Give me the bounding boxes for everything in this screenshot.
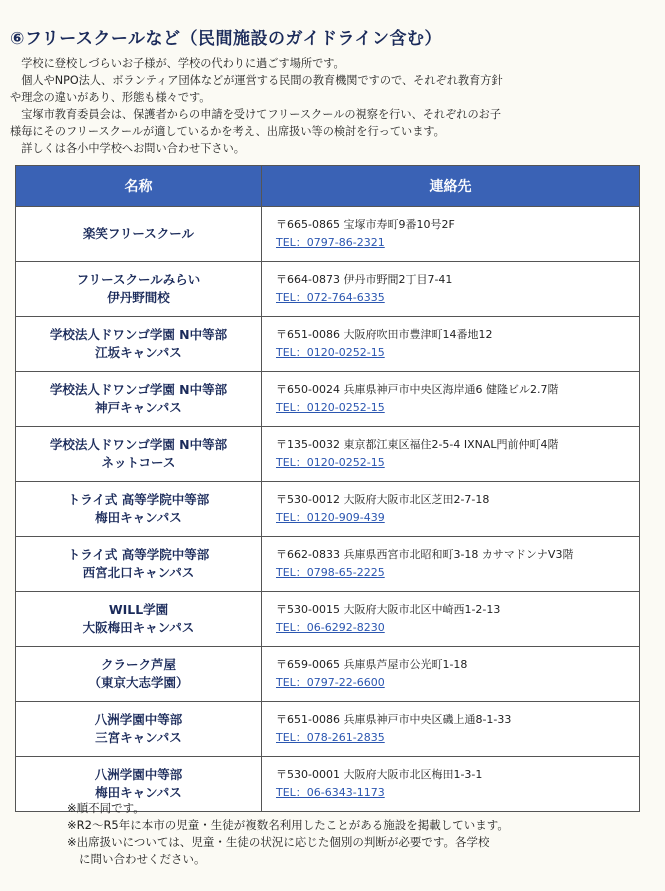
header-name: 名称 xyxy=(16,166,262,206)
name-cell xyxy=(16,647,262,701)
address: 〒650-0024 兵庫県神戸市中央区海岸通6 健隆ビル2.7階 xyxy=(276,383,559,396)
address: 〒651-0086 兵庫県神戸市中央区磯上通8-1-33 xyxy=(276,713,512,726)
contact-cell xyxy=(262,427,639,481)
facility-name: WILL学園 xyxy=(108,602,169,617)
address: 〒530-0012 大阪府大阪市北区芝田2-7-18 xyxy=(276,493,490,506)
contact-cell xyxy=(262,317,639,371)
name-cell xyxy=(16,702,262,756)
facility-name: トライ式 高等学院中等部 xyxy=(67,547,210,562)
intro-line: や理念の違いがあり、形態も様々です。 xyxy=(10,91,211,104)
facility-name: クラーク芦屋 xyxy=(100,657,176,672)
table-row xyxy=(16,536,639,591)
table-row xyxy=(16,371,639,426)
table-row xyxy=(16,646,639,701)
table-row xyxy=(16,316,639,371)
address: 〒135-0032 東京都江東区福住2-5-4 IXNAL門前仲町4階 xyxy=(276,438,559,451)
intro-line: 宝塚市教育委員会は、保護者からの申請を受けてフリースクールの視察を行い、それぞれのお子 xyxy=(10,108,502,121)
facility-name: フリースクールみらい xyxy=(76,272,201,287)
address: 〒651-0086 大阪府吹田市豊津町14番地12 xyxy=(276,328,493,341)
address: 〒665-0865 宝塚市寿町9番10号2F xyxy=(276,218,455,231)
name-cell xyxy=(16,207,262,261)
contact-cell xyxy=(262,592,639,646)
facility-campus: 江坂キャンパス xyxy=(95,345,182,360)
facility-campus: ネットコース xyxy=(101,455,176,470)
header-contact: 連絡先 xyxy=(429,179,472,195)
facility-name: 学校法人ドワンゴ学園 N中等部 xyxy=(49,437,228,452)
facility-name: 学校法人ドワンゴ学園 N中等部 xyxy=(49,327,228,342)
facility-campus: 梅田キャンパス xyxy=(95,510,182,525)
facility-name: 楽笑フリースクール xyxy=(82,226,195,241)
address: 〒530-0001 大阪府大阪市北区梅田1-3-1 xyxy=(276,768,483,781)
tel-link[interactable]: TEL：0120-0252-15 xyxy=(276,401,385,414)
intro-line: 詳しくは各小中学校へお問い合わせ下さい。 xyxy=(10,142,245,155)
note: に問い合わせください。 xyxy=(79,852,206,866)
name-cell xyxy=(16,482,262,536)
address: 〒530-0015 大阪府大阪市北区中崎西1-2-13 xyxy=(276,603,501,616)
facility-name: 八洲学園中等部 xyxy=(94,712,183,727)
name-cell xyxy=(16,372,262,426)
contact-cell xyxy=(262,647,639,701)
facility-campus: 三宮キャンパス xyxy=(95,730,182,745)
facility-campus: 梅田キャンパス xyxy=(95,785,182,800)
tel-link[interactable]: TEL：0120-0252-15 xyxy=(276,456,385,469)
table-header xyxy=(16,166,639,206)
footnotes xyxy=(67,800,657,868)
contact-cell xyxy=(262,482,639,536)
address: 〒659-0065 兵庫県芦屋市公光町1-18 xyxy=(276,658,468,671)
contact-cell xyxy=(262,262,639,316)
intro-text xyxy=(10,55,658,157)
name-cell xyxy=(16,427,262,481)
note: ※R2～R5年に本市の児童・生徒が複数名利用したことがある施設を掲載しています。 xyxy=(67,818,509,832)
facility-campus: 神戸キャンパス xyxy=(95,400,182,415)
contact-cell xyxy=(262,537,639,591)
name-cell xyxy=(16,262,262,316)
tel-link[interactable]: TEL：0798-65-2225 xyxy=(276,566,385,579)
intro-line: 個人やNPO法人、ボランティア団体などが運営する民間の教育機関ですので、それぞれ教育方針 xyxy=(10,74,503,87)
intro-line: 学校に登校しづらいお子様が、学校の代わりに過ごす場所です。 xyxy=(10,57,345,70)
table-row xyxy=(16,261,639,316)
table-row xyxy=(16,426,639,481)
intro-line: 様毎にそのフリースクールが適しているかを考え、出席扱い等の検討を行っています。 xyxy=(10,125,445,138)
facility-campus: （東京大志学園） xyxy=(88,675,189,690)
note: ※順不同です。 xyxy=(67,801,145,815)
table-row xyxy=(16,481,639,536)
name-cell xyxy=(16,317,262,371)
tel-link[interactable]: TEL：0120-909-439 xyxy=(276,511,385,524)
tel-link[interactable]: TEL：06-6292-8230 xyxy=(276,621,385,634)
facility-name: 八洲学園中等部 xyxy=(94,767,183,782)
name-cell xyxy=(16,592,262,646)
tel-link[interactable]: TEL：0797-22-6600 xyxy=(276,676,385,689)
facility-campus: 大阪梅田キャンパス xyxy=(82,620,195,635)
facility-name: 学校法人ドワンゴ学園 N中等部 xyxy=(49,382,228,397)
name-cell xyxy=(16,537,262,591)
contact-cell xyxy=(262,372,639,426)
facility-campus: 伊丹野間校 xyxy=(107,290,170,305)
tel-link[interactable]: TEL：078-261-2835 xyxy=(276,731,385,744)
tel-link[interactable]: TEL：06-6343-1173 xyxy=(276,786,385,799)
address: 〒664-0873 伊丹市野間2丁目7-41 xyxy=(276,273,453,286)
facility-name: トライ式 高等学院中等部 xyxy=(67,492,210,507)
table-row xyxy=(16,206,639,261)
tel-link[interactable]: TEL：0120-0252-15 xyxy=(276,346,385,359)
tel-link[interactable]: TEL：072-764-6335 xyxy=(276,291,385,304)
table-row xyxy=(16,701,639,756)
contact-cell xyxy=(262,702,639,756)
address: 〒662-0833 兵庫県西宮市北昭和町3-18 カサマドンナV3階 xyxy=(276,548,574,561)
facility-campus: 西宮北口キャンパス xyxy=(82,565,195,580)
tel-link[interactable]: TEL：0797-86-2321 xyxy=(276,236,385,249)
note: ※出席扱いについては、児童・生徒の状況に応じた個別の判断が必要です。各学校 xyxy=(67,835,490,849)
facility-table xyxy=(15,165,640,812)
contact-cell xyxy=(262,207,639,261)
page-title: ⑥フリースクールなど（民間施設のガイドライン含む） xyxy=(10,29,443,49)
table-row xyxy=(16,591,639,646)
